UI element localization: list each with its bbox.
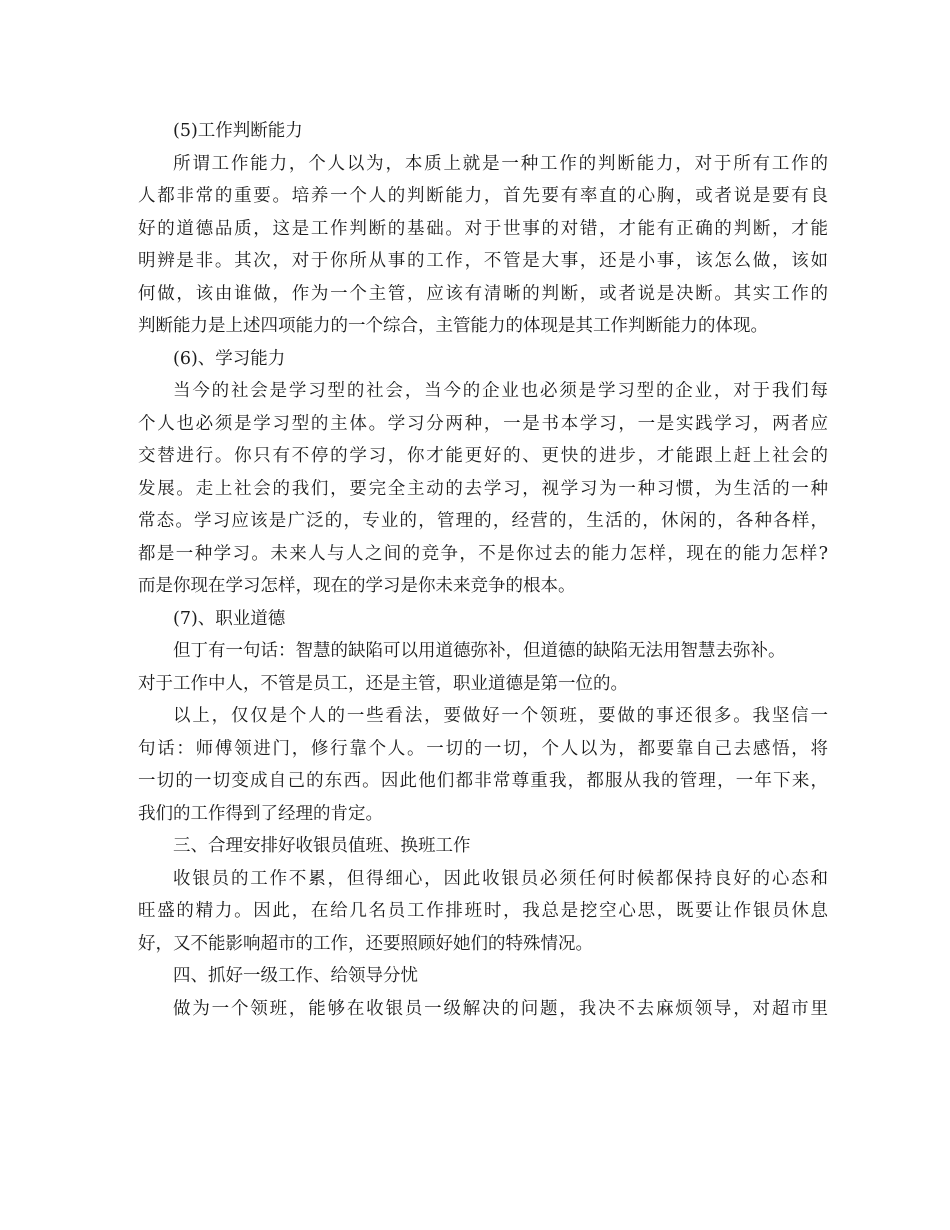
text-line: 好的道德品质，这是工作判断的基础。对于世事的对错，才能有正确的判断，才能 [138, 218, 828, 239]
text-line: 而是你现在学习怎样，现在的学习是你未来竞争的根本。 [138, 576, 576, 596]
text-line: 明辨是非。其次，对于你所从事的工作，不管是大事，还是小事，该怎么做，该如 [138, 251, 828, 271]
text-line: 发展。走上社会的我们，要完全主动的去学习，视学习为一种习惯，为生活的一种 [138, 478, 828, 499]
text-line: 但丁有一句话：智慧的缺陷可以用道德弥补，但道德的缺陷无法用智慧去弥补。 [173, 641, 786, 661]
text-line: 人都非常的重要。培养一个人的判断能力，首先要有率直的心胸，或者说是要有良 [138, 186, 828, 206]
text-line: 我们的工作得到了经理的肯定。 [138, 803, 383, 824]
text-line: 做为一个领班，能够在收银员一级解决的问题，我决不去麻烦领导，对超市里 [173, 998, 828, 1019]
text-line: 交替进行。你只有不停的学习，你才能更好的、更快的进步，才能跟上赶上社会的 [138, 446, 828, 466]
text-line: 四、抓好一级工作、给领导分忧 [173, 966, 418, 986]
text-line: 个人也必须是学习型的主体。学习分两种，一是书本学习，一是实践学习，两者应 [138, 413, 828, 434]
text-line: 常态。学习应该是广泛的，专业的，管理的，经营的，生活的，休闲的，各种各样， [138, 511, 828, 531]
text-line: 当今的社会是学习型的社会，当今的企业也必须是学习型的企业，对于我们每 [173, 381, 828, 401]
text-line: 旺盛的精力。因此，在给几名员工作排班时，我总是挖空心思，既要让作银员休息 [138, 901, 828, 921]
document-body [138, 115, 828, 1025]
text-line: 三、合理安排好收银员值班、换班工作 [173, 836, 471, 856]
text-line: 判断能力是上述四项能力的一个综合，主管能力的体现是其工作判断能力的体现。 [138, 316, 768, 336]
text-line: 对于工作中人，不管是员工，还是主管，职业道德是第一位的。 [138, 673, 628, 694]
text-line: 以上，仅仅是个人的一些看法，要做好一个领班，要做的事还很多。我坚信一 [173, 706, 828, 726]
text-line: 收银员的工作不累，但得细心，因此收银员必须任何时候都保持良好的心态和 [173, 868, 828, 889]
text-line: 所谓工作能力，个人以为，本质上就是一种工作的判断能力，对于所有工作的 [173, 153, 828, 174]
text-line: 一切的一切变成自己的东西。因此他们都非常尊重我，都服从我的管理，一年下来， [138, 771, 828, 791]
text-line: (5)工作判断能力 [173, 121, 303, 141]
text-line: 何做，该由谁做，作为一个主管，应该有清晰的判断，或者说是决断。其实工作的 [138, 283, 828, 304]
text-line: 都是一种学习。未来人与人之间的竞争，不是你过去的能力怎样，现在的能力怎样? [138, 543, 828, 564]
text-line: 好，又不能影响超市的工作，还要照顾好她们的特殊情况。 [138, 933, 593, 954]
text-line: 句话：师傅领进门，修行靠个人。一切的一切，个人以为，都要靠自己去感悟，将 [138, 738, 828, 759]
text-line: (7)、职业道德 [173, 608, 286, 629]
text-line: (6)、学习能力 [173, 348, 286, 369]
